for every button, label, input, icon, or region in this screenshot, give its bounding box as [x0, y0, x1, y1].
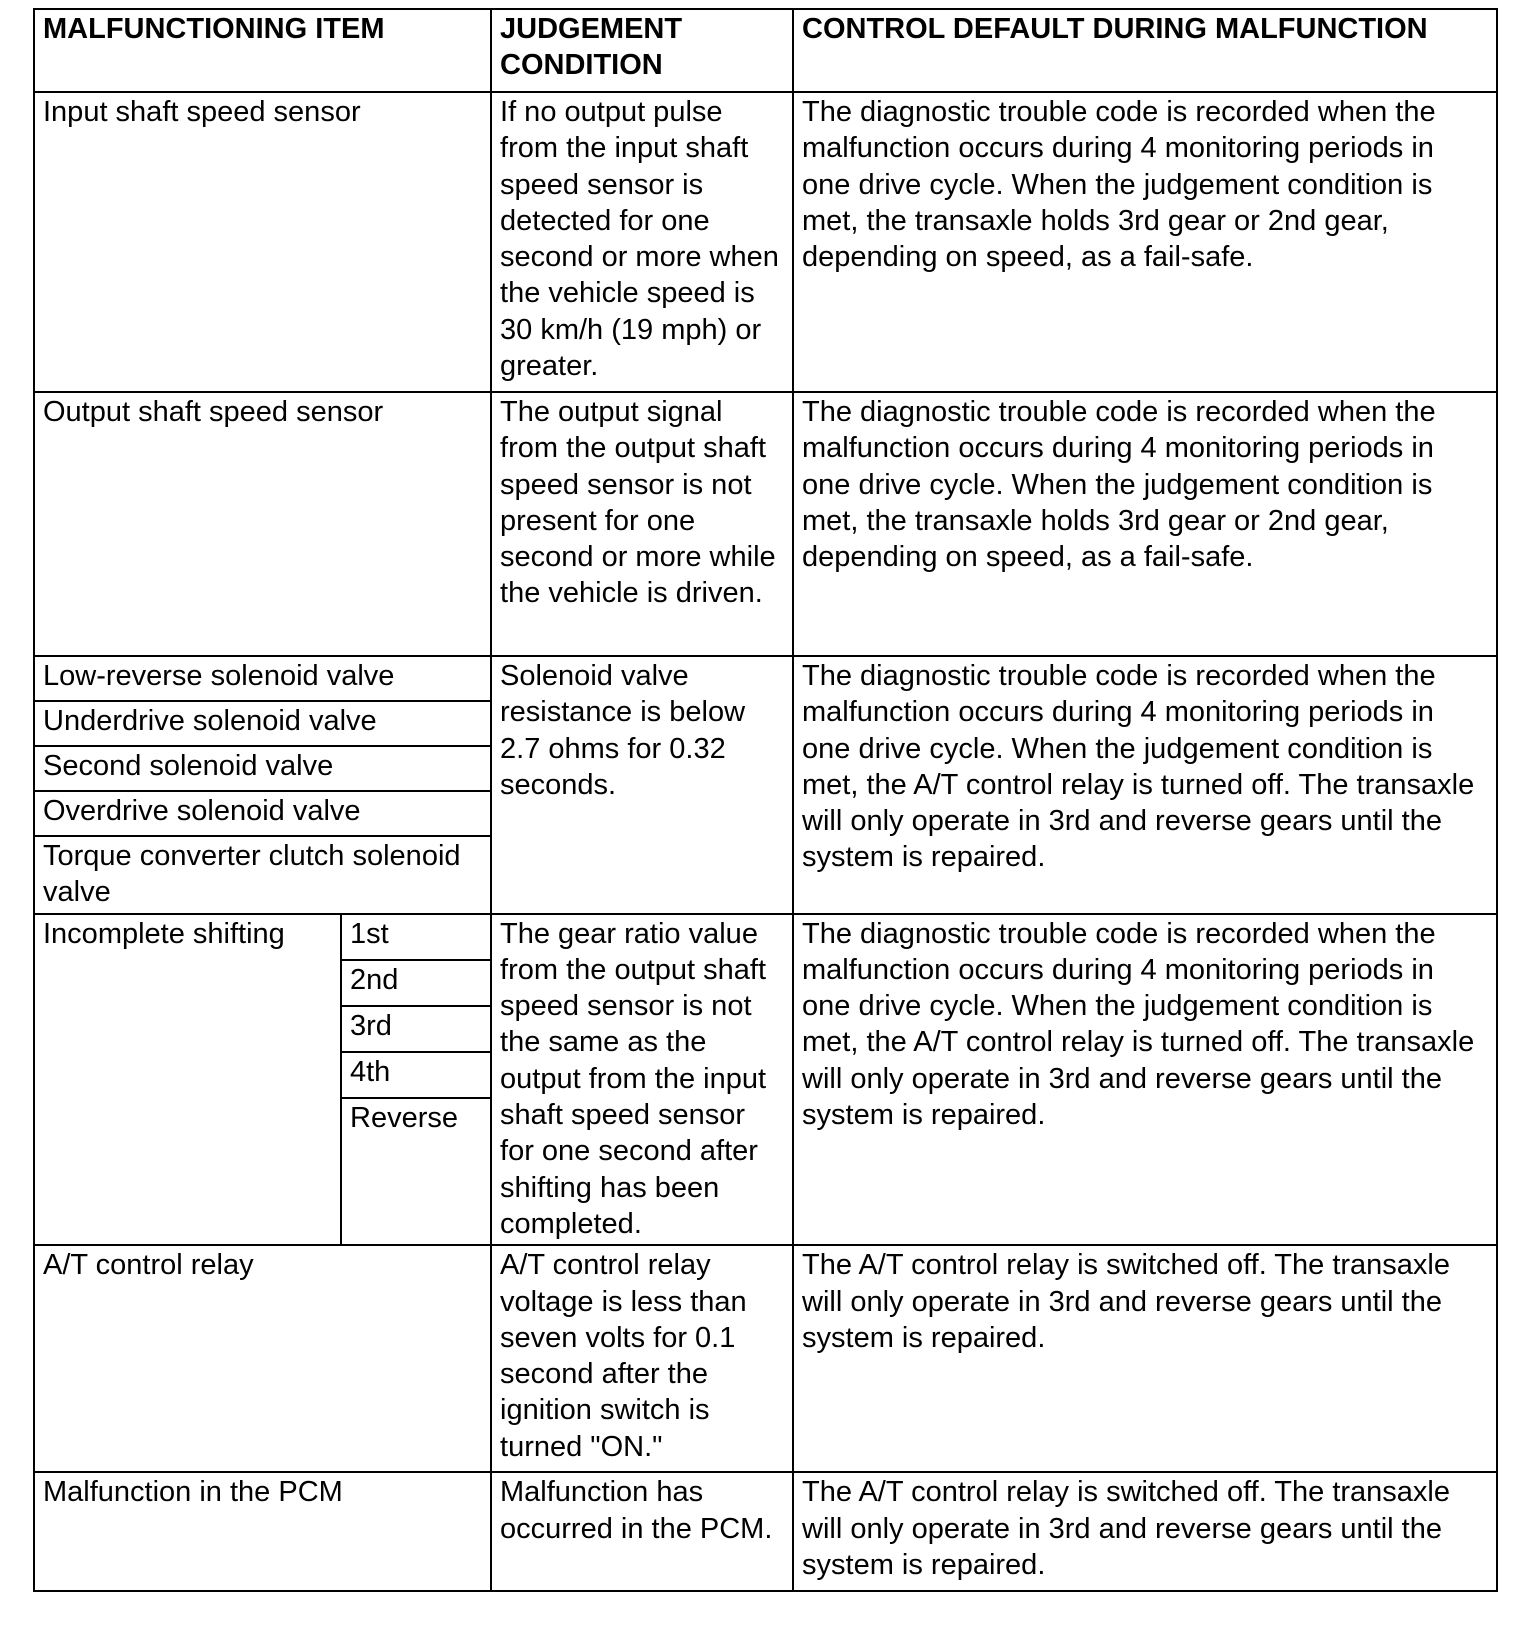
item-cell: Overdrive solenoid valve — [34, 791, 491, 836]
condition-cell: Malfunction has occurred in the PCM. — [491, 1472, 793, 1591]
condition-cell: A/T control relay voltage is less than seven volts for 0.1 second after the ignition switch is turned "ON." — [491, 1245, 793, 1472]
malfunction-table — [33, 8, 1498, 1592]
condition-cell: If no output pulse from the input shaft speed sensor is detected for one second or more when the vehicle speed is 30 km/h (19 mph) or greater. — [491, 92, 793, 392]
header-malfunctioning-item: MALFUNCTIONING ITEM — [34, 9, 491, 92]
item-cell: Malfunction in the PCM — [34, 1472, 491, 1591]
table-row — [34, 914, 1497, 960]
table-row — [34, 392, 1497, 656]
default-cell: The A/T control relay is switched off. The transaxle will only operate in 3rd and reverse gears until the system is repaired. — [793, 1472, 1497, 1591]
item-cell: Incomplete shifting — [34, 914, 341, 1246]
table-row — [34, 92, 1497, 392]
default-cell: The diagnostic trouble code is recorded when the malfunction occurs during 4 monitoring periods in one drive cycle. When the judgement condition is met, the A/T control relay is turned off. The transaxle will only operate in 3rd and reverse gears until the system is repaired. — [793, 914, 1497, 1246]
item-cell: Input shaft speed sensor — [34, 92, 491, 392]
table-row — [34, 656, 1497, 701]
gear-cell: 1st — [341, 914, 491, 960]
gear-cell: Reverse — [341, 1098, 491, 1245]
header-judgement-condition: JUDGEMENT CONDITION — [491, 9, 793, 92]
default-cell: The diagnostic trouble code is recorded when the malfunction occurs during 4 monitoring periods in one drive cycle. When the judgement condition is met, the transaxle holds 3rd gear or 2nd gear, depending on speed, as a fail-safe. — [793, 392, 1497, 656]
default-cell: The diagnostic trouble code is recorded when the malfunction occurs during 4 monitoring periods in one drive cycle. When the judgement condition is met, the transaxle holds 3rd gear or 2nd gear, depending on speed, as a fail-safe. — [793, 92, 1497, 392]
gear-cell: 3rd — [341, 1006, 491, 1052]
condition-cell: The gear ratio value from the output shaft speed sensor is not the same as the output from the input shaft speed sensor for one second after shifting has been completed. — [491, 914, 793, 1246]
item-cell: Second solenoid valve — [34, 746, 491, 791]
item-cell: Output shaft speed sensor — [34, 392, 491, 656]
item-cell: Underdrive solenoid valve — [34, 701, 491, 746]
condition-cell: Solenoid valve resistance is below 2.7 ohms for 0.32 seconds. — [491, 656, 793, 914]
table-row — [34, 1472, 1497, 1591]
header-row — [34, 9, 1497, 92]
condition-cell: The output signal from the output shaft speed sensor is not present for one second or more while the vehicle is driven. — [491, 392, 793, 656]
header-control-default: CONTROL DEFAULT DURING MALFUNCTION — [793, 9, 1497, 92]
item-cell: A/T control relay — [34, 1245, 491, 1472]
default-cell: The A/T control relay is switched off. The transaxle will only operate in 3rd and reverse gears until the system is repaired. — [793, 1245, 1497, 1472]
item-cell: Low-reverse solenoid valve — [34, 656, 491, 701]
gear-cell: 4th — [341, 1052, 491, 1098]
table-row — [34, 1245, 1497, 1472]
gear-cell: 2nd — [341, 960, 491, 1006]
default-cell: The diagnostic trouble code is recorded when the malfunction occurs during 4 monitoring periods in one drive cycle. When the judgement condition is met, the A/T control relay is turned off. The transaxle will only operate in 3rd and reverse gears until the system is repaired. — [793, 656, 1497, 914]
item-cell: Torque converter clutch solenoid valve — [34, 836, 491, 914]
